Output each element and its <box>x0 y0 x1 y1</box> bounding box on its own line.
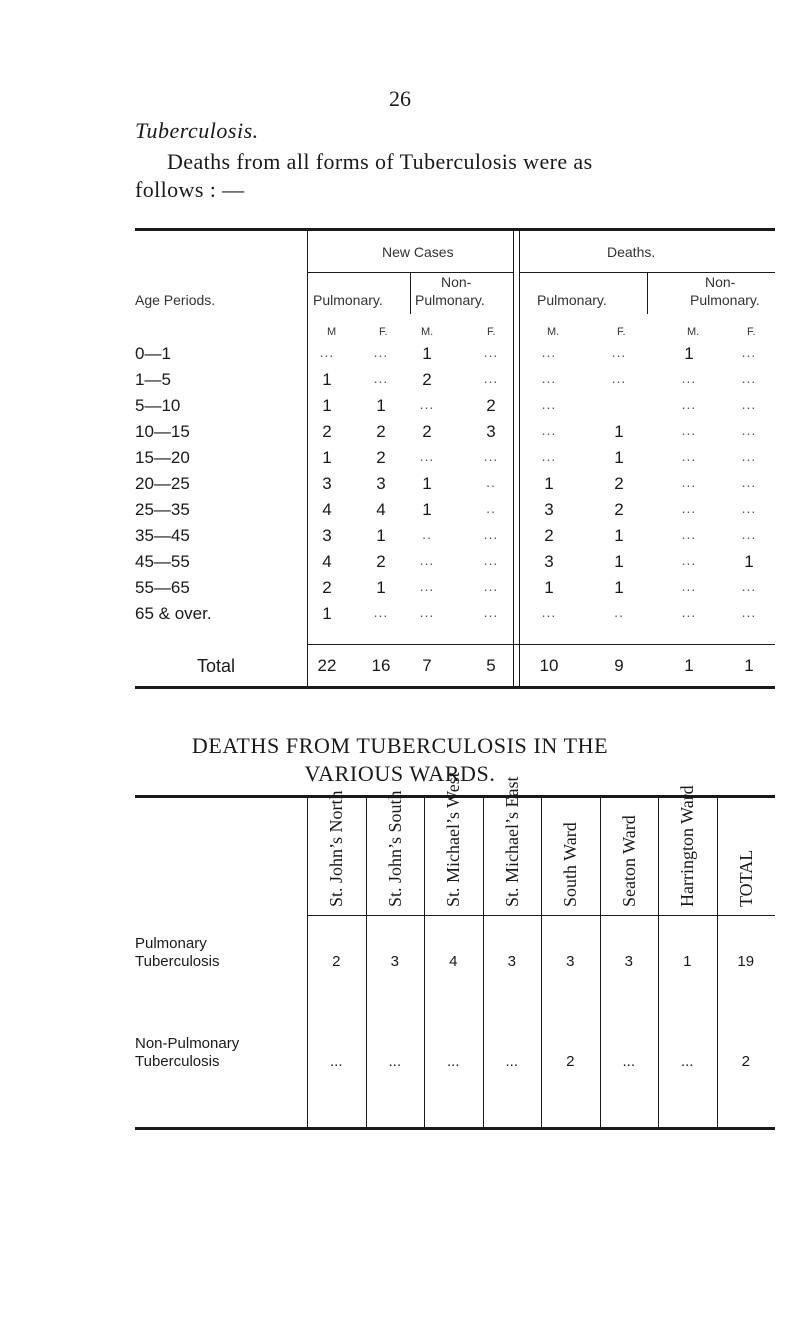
pulmonary-ward-value: 19 <box>737 953 755 970</box>
table1-vrule-5 <box>647 272 648 314</box>
table1-cell: ... <box>373 604 389 620</box>
total-label: Total <box>197 656 236 676</box>
table1-cell: ... <box>483 526 499 542</box>
table1-cell: ... <box>681 422 697 438</box>
table1-cell: 1 <box>544 474 554 493</box>
table1-cell: ... <box>741 526 757 542</box>
table1-cell: 1 <box>376 526 386 545</box>
table1-cell: 3 <box>322 526 332 545</box>
table1-cell: 1 <box>614 422 624 441</box>
mf-header-new-non-m: M. <box>421 326 434 338</box>
mf-header-new-pulm-f: F. <box>379 326 388 338</box>
non-pulmonary-ward-value: 2 <box>566 1053 575 1070</box>
table1-cell: ... <box>741 448 757 464</box>
ward-header: St. John’s South <box>384 790 405 907</box>
table1-cell: ... <box>741 474 757 490</box>
total-cell: 1 <box>744 656 754 675</box>
table1-cell: ... <box>541 422 557 438</box>
sub-header-non-line1-deaths: Non- <box>705 274 736 290</box>
table1-cell: 2 <box>486 396 496 415</box>
table2-column-rule <box>366 795 367 1129</box>
age-period-label: 1—5 <box>135 370 171 389</box>
table1-cell: ... <box>681 578 697 594</box>
sub-header-non-line2-new: Pulmonary. <box>415 292 485 308</box>
table1-cell: 2 <box>422 422 432 441</box>
ward-header: St. Michael’s West <box>443 772 464 907</box>
age-period-label: 25—35 <box>135 500 190 519</box>
table2-column-rule <box>307 795 308 1129</box>
table1-cell: .. <box>614 604 624 620</box>
total-cell: 9 <box>614 656 624 675</box>
ward-header: TOTAL <box>735 849 756 907</box>
section-title: Tuberculosis. <box>135 118 259 143</box>
pulmonary-ward-value: 1 <box>683 953 692 970</box>
table1-cell: .. <box>486 474 496 490</box>
table1-cell: 3 <box>322 474 332 493</box>
pulmonary-ward-value: 3 <box>566 953 575 970</box>
table1-cell: ... <box>483 344 499 360</box>
age-period-table <box>135 228 775 688</box>
table1-vrule-1 <box>307 228 308 688</box>
table1-cell: ... <box>541 604 557 620</box>
table1-cell: 2 <box>614 474 624 493</box>
total-cell: 10 <box>539 656 559 675</box>
row-label-non-pulmonary-line-1: Non-Pulmonary <box>135 1035 240 1052</box>
sub-header-pulmonary-deaths: Pulmonary. <box>537 292 607 308</box>
total-cell: 16 <box>371 656 391 675</box>
table2-column-rule <box>424 795 425 1129</box>
table1-cell: ... <box>741 500 757 516</box>
table1-vrule-2 <box>513 228 514 688</box>
table1-cell: ... <box>541 370 557 386</box>
table1-cell: ... <box>419 604 435 620</box>
mf-header-deaths-pulm-f: F. <box>617 326 626 338</box>
pulmonary-ward-value: 3 <box>507 953 516 970</box>
table1-cell: 1 <box>544 578 554 597</box>
table1-cell: 2 <box>376 422 386 441</box>
age-period-label: 15—20 <box>135 448 190 467</box>
table1-cell: 1 <box>322 396 332 415</box>
mf-header-new-non-f: F. <box>487 326 496 338</box>
intro-paragraph <box>135 148 775 204</box>
table1-cell: ... <box>681 526 697 542</box>
table1-cell: 1 <box>614 448 624 467</box>
row-label-pulmonary-line-2: Tuberculosis <box>135 953 220 970</box>
sub-header-non-line2-deaths: Pulmonary. <box>690 292 760 308</box>
table2-column-rule <box>541 795 542 1129</box>
non-pulmonary-ward-value: ... <box>446 1053 460 1070</box>
age-periods-header: Age Periods. <box>135 292 216 308</box>
age-period-label: 20—25 <box>135 474 190 493</box>
ward-header: Seaton Ward <box>618 815 639 907</box>
table1-cell: ... <box>319 344 335 360</box>
table2-column-rule <box>600 795 601 1129</box>
table1-vrule-4 <box>410 272 411 314</box>
table1-cell: ... <box>741 396 757 412</box>
table1-cell: 1 <box>322 604 332 623</box>
table1-cell: ... <box>741 578 757 594</box>
table1-top-rule <box>135 228 775 231</box>
table2-bottom-rule <box>135 1127 775 1130</box>
table1-cell: 1 <box>422 344 432 363</box>
row-label-non-pulmonary-line-2: Tuberculosis <box>135 1053 220 1070</box>
non-pulmonary-ward-value: ... <box>329 1053 343 1070</box>
wards-heading <box>0 732 800 788</box>
table1-cell: 2 <box>376 552 386 571</box>
table2-column-rule <box>483 795 484 1129</box>
table1-cell: ... <box>681 500 697 516</box>
table1-cell: ... <box>681 448 697 464</box>
mf-header-deaths-pulm-m: M. <box>547 326 560 338</box>
table1-cell: 1 <box>376 396 386 415</box>
table2-column-rule <box>717 795 718 1129</box>
table1-cell: ... <box>483 604 499 620</box>
table1-cell: 2 <box>544 526 554 545</box>
table1-cell: ... <box>741 604 757 620</box>
table1-cell: ... <box>373 344 389 360</box>
table1-cell: 1 <box>614 578 624 597</box>
table1-cell: 3 <box>544 552 554 571</box>
table1-cell: ... <box>419 448 435 464</box>
row-label-non-pulmonary <box>135 1035 239 1071</box>
table1-cell: ... <box>419 552 435 568</box>
age-period-label: 35—45 <box>135 526 190 545</box>
table1-cell: ... <box>611 344 627 360</box>
table1-cell: 1 <box>322 448 332 467</box>
mf-header-new-pulm-m: M <box>327 326 337 338</box>
table1-cell: ... <box>681 604 697 620</box>
mf-header-deaths-non-m: M. <box>687 326 700 338</box>
age-period-label: 0—1 <box>135 344 171 363</box>
pulmonary-ward-value: 3 <box>624 953 633 970</box>
page-number: 26 <box>389 86 411 111</box>
table1-cell: ... <box>541 448 557 464</box>
table1-cell: ... <box>541 344 557 360</box>
table1-cell: 2 <box>614 500 624 519</box>
total-cell: 5 <box>486 656 496 675</box>
table1-cell: 2 <box>322 578 332 597</box>
table1-cell: ... <box>483 552 499 568</box>
total-cell: 22 <box>317 656 337 675</box>
table1-cell: 1 <box>684 344 694 363</box>
table1-cell: 1 <box>614 526 624 545</box>
row-label-pulmonary <box>135 935 219 971</box>
table1-cell: 1 <box>744 552 754 571</box>
age-period-label: 65 & over. <box>135 604 212 623</box>
pulmonary-ward-value: 4 <box>449 953 458 970</box>
table1-cell: ... <box>741 344 757 360</box>
table2-column-rule <box>658 795 659 1129</box>
table1-cell: .. <box>486 500 496 516</box>
table1-cell: 3 <box>486 422 496 441</box>
pulmonary-ward-value: 3 <box>390 953 399 970</box>
non-pulmonary-ward-value: ... <box>505 1053 518 1070</box>
table1-cell: 3 <box>376 474 386 493</box>
table1-cell: ... <box>681 552 697 568</box>
table1-cell: 3 <box>544 500 554 519</box>
table1-cell: 2 <box>322 422 332 441</box>
table1-cell: .. <box>422 526 432 542</box>
table1-cell: 2 <box>376 448 386 467</box>
age-period-label: 10—15 <box>135 422 190 441</box>
table1-cell: ... <box>373 370 389 386</box>
table1-cell: 4 <box>376 500 386 519</box>
table1-cell: ... <box>419 396 435 412</box>
non-pulmonary-ward-value: ... <box>388 1053 401 1070</box>
intro-line-1: Deaths from all forms of Tuberculosis were as <box>167 149 593 174</box>
row-label-pulmonary-line-1: Pulmonary <box>135 935 207 952</box>
intro-line-2: follows : — <box>135 177 245 202</box>
group-header-deaths: Deaths. <box>607 244 656 260</box>
table1-cell: 4 <box>322 500 332 519</box>
table1-cell: ... <box>483 370 499 386</box>
table1-cell: 1 <box>422 474 432 493</box>
table1-cell: ... <box>541 396 557 412</box>
total-cell: 7 <box>422 656 432 675</box>
wards-heading-line-1: DEATHS FROM TUBERCULOSIS IN THE <box>191 733 609 758</box>
age-period-label: 5—10 <box>135 396 181 415</box>
sub-header-non-line1-new: Non- <box>441 274 472 290</box>
table1-vrule-3 <box>519 228 520 688</box>
table1-cell: ... <box>483 448 499 464</box>
mf-header-deaths-non-f: F. <box>747 326 756 338</box>
table1-cell: ... <box>681 396 697 412</box>
ward-header: Harrington Ward <box>677 785 698 907</box>
wards-heading-line-2: VARIOUS WARDS. <box>304 761 496 786</box>
table1-cell: 2 <box>422 370 432 389</box>
group-header-new-cases: New Cases <box>382 244 454 260</box>
pulmonary-ward-value: 2 <box>332 953 341 970</box>
table1-cell: ... <box>741 370 757 386</box>
ward-header: South Ward <box>560 822 581 907</box>
table1-cell: ... <box>741 422 757 438</box>
table1-cell: ... <box>611 370 627 386</box>
table1-cell: 1 <box>322 370 332 389</box>
age-period-label: 55—65 <box>135 578 190 597</box>
non-pulmonary-ward-value: ... <box>680 1053 694 1070</box>
table1-cell: 1 <box>422 500 432 519</box>
ward-header: St. John’s North <box>326 790 347 907</box>
table1-cell: ... <box>681 370 697 386</box>
non-pulmonary-ward-value: ... <box>622 1053 635 1070</box>
age-period-label: 45—55 <box>135 552 190 571</box>
ward-header: St. Michael’s East <box>501 776 522 907</box>
table1-cell: ... <box>419 578 435 594</box>
table1-bottom-rule <box>135 686 775 689</box>
table1-cell: ... <box>483 578 499 594</box>
non-pulmonary-ward-value: 2 <box>741 1053 750 1070</box>
total-cell: 1 <box>684 656 694 675</box>
table1-total-rule <box>307 644 775 645</box>
table1-cell: 1 <box>376 578 386 597</box>
sub-header-pulmonary-new: Pulmonary. <box>313 292 383 308</box>
table1-cell: 1 <box>614 552 624 571</box>
table1-cell: 4 <box>322 552 332 571</box>
table1-cell: ... <box>681 474 697 490</box>
